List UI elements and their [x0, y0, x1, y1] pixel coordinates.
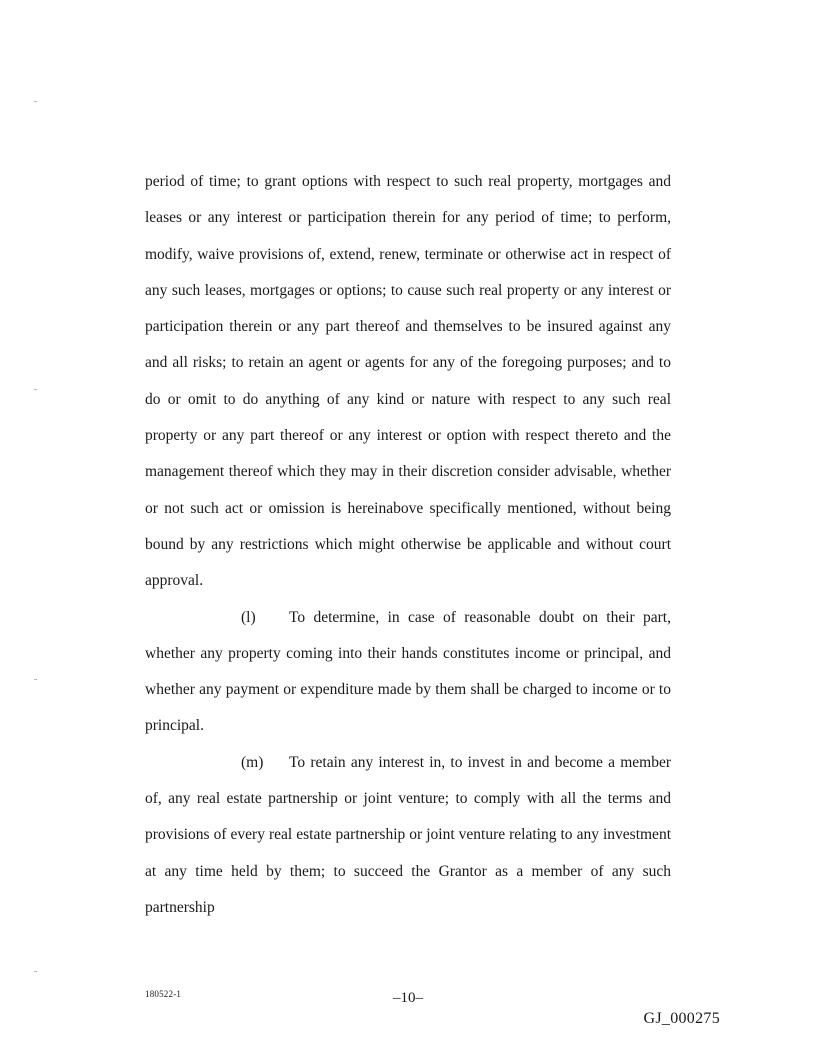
paragraph-text: To determine, in case of reasonable doubt on their part, whether any property coming into their hands constitutes income or principal, and whether any payment or expenditure made by them shall be charged to income or to principal. — [145, 608, 671, 735]
paragraph-l — [145, 600, 671, 745]
document-code: 180522-1 — [145, 989, 182, 999]
continuation-paragraph: period of time; to grant options with respect to such real property, mortgages and leases or any interest or participation therein for any period of time; to perform, modify, waive provisions of, extend, renew, terminate or otherwise act in respect of any such leases, mortgages or options; to cause such real property or any interest or participation therein or any part thereof and themselves to be insured against any and all risks; to retain an agent or agents for any of the foregoing purposes; and to do or omit to do anything of any kind or nature with respect to any such real property or any part thereof or any interest or option with respect thereto and the management thereof which they may in their discretion consider advisable, whether or not such act or omission is hereinabove specifically mentioned, without being bound by any restrictions which might otherwise be applicable and without court approval. — [145, 173, 671, 590]
paragraph-m — [145, 745, 671, 926]
paragraph-text: To retain any interest in, to invest in and become a member of, any real estate partnership or joint venture; to comply with all the terms and provisions of every real estate partnership or joint venture relating to any investment at any time held by them; to succeed the Grantor as a member of any such partnership — [145, 753, 671, 916]
body-text — [145, 164, 671, 926]
paragraph-label: (m) — [241, 753, 264, 771]
margin-mark — [34, 389, 37, 390]
margin-mark — [34, 679, 37, 680]
margin-mark — [34, 101, 37, 102]
page-number: –10– — [393, 990, 423, 1006]
paragraph-label: (l) — [241, 608, 256, 626]
margin-mark — [34, 971, 37, 972]
bates-number: GJ_000275 — [643, 1010, 720, 1027]
